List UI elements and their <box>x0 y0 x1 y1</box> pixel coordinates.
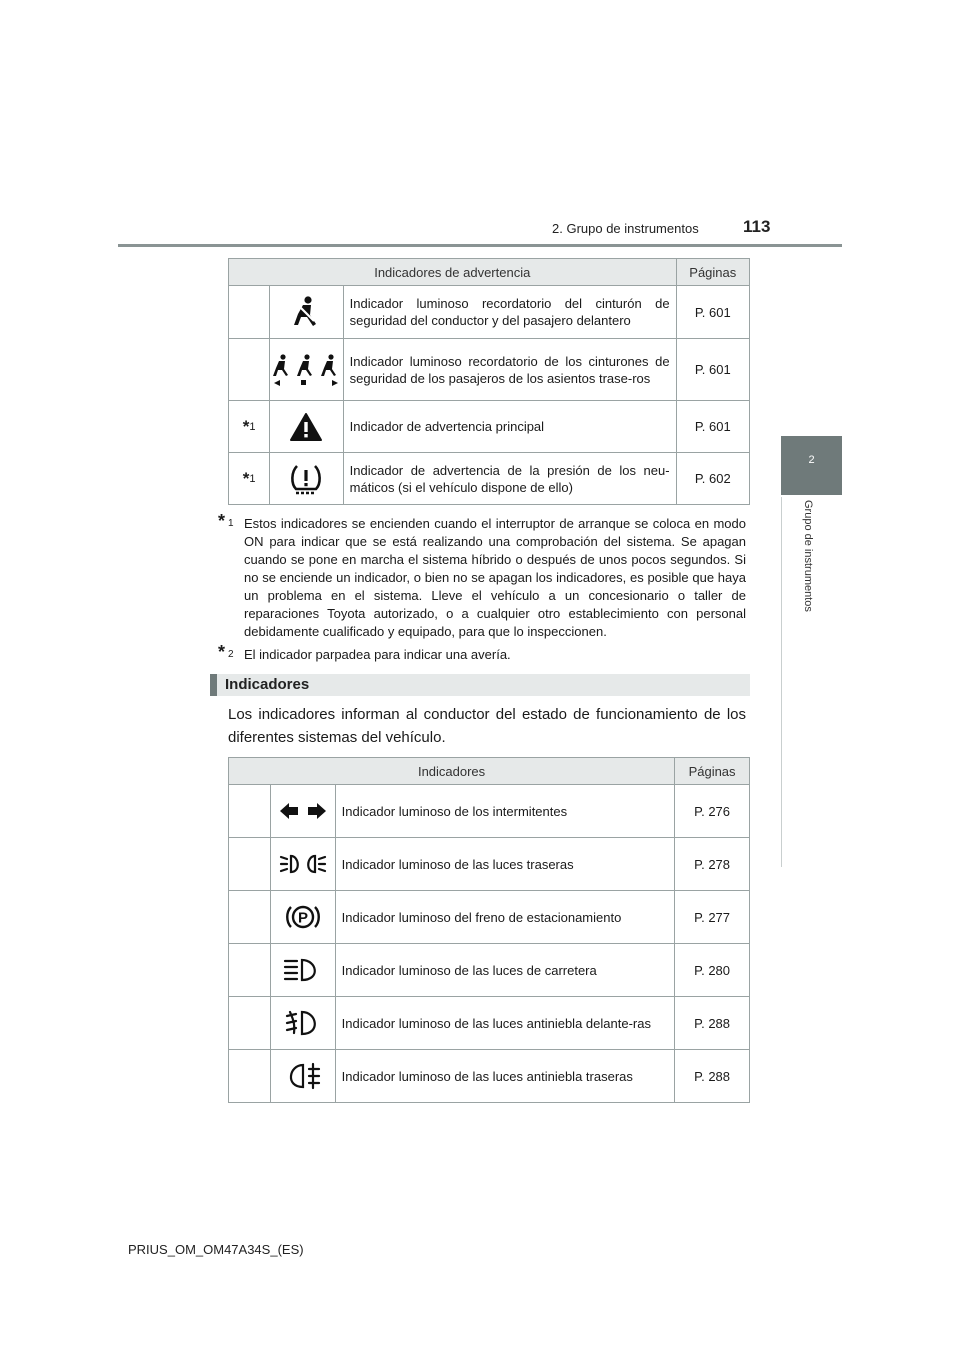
page-number: 113 <box>743 217 771 236</box>
running-header-section: 2. Grupo de instrumentos <box>552 221 699 236</box>
table-row <box>229 1050 750 1103</box>
header-divider <box>118 244 842 247</box>
row-description: Indicador de advertencia de la presión de los neu-máticos (si el vehículo dispone de ello) <box>343 453 676 505</box>
row-description: Indicador luminoso de las luces antiniebla traseras <box>335 1050 674 1103</box>
table-header-row <box>229 259 750 286</box>
tire-pressure-warning-icon <box>270 453 343 505</box>
high-beam-icon <box>271 944 336 997</box>
row-description: Indicador luminoso de las luces traseras <box>335 838 674 891</box>
row-page-ref: P. 278 <box>675 838 750 891</box>
table-row <box>229 944 750 997</box>
warning-indicators-table <box>228 258 750 505</box>
tail-light-icon <box>271 838 336 891</box>
parking-brake-icon <box>271 891 336 944</box>
footnote-text: El indicador parpadea para indicar una avería. <box>244 647 511 662</box>
row-mark <box>229 339 270 401</box>
footnote-number: 1 <box>228 518 234 529</box>
row-mark <box>229 1050 271 1103</box>
row-description: Indicador luminoso de los intermitentes <box>335 785 674 838</box>
table-row <box>229 453 750 505</box>
footnote-text: Estos indicadores se encienden cuando el interruptor de arranque se coloca en modo ON para indicar que se está realizando una comprobación del sistema. Se apagan cuando se pone en marcha el sistema híbrido o después de unos pocos segundos. Si no se enciende un indicador, o bien no se apagan los indicadores, es posible que haya un problema en el sistema. Lleve el vehículo a un concesionario o taller de reparaciones Toyota autorizado, o a cualquier otro establecimiento con personal debidamente cualificado y equipado, para que lo inspeccionen. <box>244 516 746 639</box>
indicators-table <box>228 757 750 1103</box>
section-heading: Indicadores <box>225 676 310 693</box>
column-header-pages: Páginas <box>676 259 749 286</box>
rear-seatbelt-reminder-icon <box>270 339 343 401</box>
row-page-ref: P. 601 <box>676 286 749 339</box>
footnote-asterisk: * <box>218 511 226 531</box>
row-description: Indicador luminoso recordatorio de los cinturones de seguridad de los pasajeros de los asientos trase-ros <box>343 339 676 401</box>
row-page-ref: P. 277 <box>675 891 750 944</box>
footnote-number: 2 <box>228 649 234 660</box>
row-page-ref: P. 288 <box>675 1050 750 1103</box>
section-heading-bar <box>210 674 750 696</box>
row-mark <box>229 944 271 997</box>
row-description: Indicador luminoso recordatorio del cinturón de seguridad del conductor y del pasajero delantero <box>343 286 676 339</box>
row-mark <box>229 785 271 838</box>
chapter-label: Grupo de instrumentos <box>802 500 814 612</box>
row-description: Indicador luminoso del freno de estacionamiento <box>335 891 674 944</box>
column-header-indicator: Indicadores <box>229 758 675 785</box>
row-page-ref: P. 601 <box>676 339 749 401</box>
chapter-tab <box>781 436 842 495</box>
row-description: Indicador luminoso de las luces antiniebla delante-ras <box>335 997 674 1050</box>
row-mark <box>229 997 271 1050</box>
svg-text:P: P <box>297 909 308 927</box>
column-header-pages: Páginas <box>675 758 750 785</box>
turn-signal-icon <box>271 785 336 838</box>
front-fog-light-icon <box>271 997 336 1050</box>
row-page-ref: P. 288 <box>675 997 750 1050</box>
table-row <box>229 997 750 1050</box>
rear-fog-light-icon <box>271 1050 336 1103</box>
chapter-label-wrap <box>800 500 820 640</box>
row-mark: *1 <box>229 401 270 453</box>
chapter-number: 2 <box>808 454 815 466</box>
row-page-ref: P. 601 <box>676 401 749 453</box>
master-warning-icon <box>270 401 343 453</box>
row-description: Indicador luminoso de las luces de carretera <box>335 944 674 997</box>
document-code: PRIUS_OM_OM47A34S_(ES) <box>128 1242 304 1257</box>
table-row <box>229 401 750 453</box>
row-mark <box>229 838 271 891</box>
row-page-ref: P. 276 <box>675 785 750 838</box>
row-mark: *1 <box>229 453 270 505</box>
seatbelt-reminder-icon <box>270 286 343 339</box>
footnote-2 <box>218 642 746 664</box>
section-intro: Los indicadores informan al conductor del estado de funcionamiento de los diferentes sistemas del vehículo. <box>228 706 746 746</box>
footnote-asterisk: * <box>218 642 226 662</box>
row-page-ref: P. 602 <box>676 453 749 505</box>
row-description: Indicador de advertencia principal <box>343 401 676 453</box>
row-mark <box>229 286 270 339</box>
table-row <box>229 339 750 401</box>
table-row <box>229 891 750 944</box>
column-header-indicator: Indicadores de advertencia <box>229 259 677 286</box>
table-row <box>229 286 750 339</box>
row-mark <box>229 891 271 944</box>
table-row <box>229 838 750 891</box>
table-header-row <box>229 758 750 785</box>
row-page-ref: P. 280 <box>675 944 750 997</box>
table-row <box>229 785 750 838</box>
footnote-1 <box>218 511 746 641</box>
